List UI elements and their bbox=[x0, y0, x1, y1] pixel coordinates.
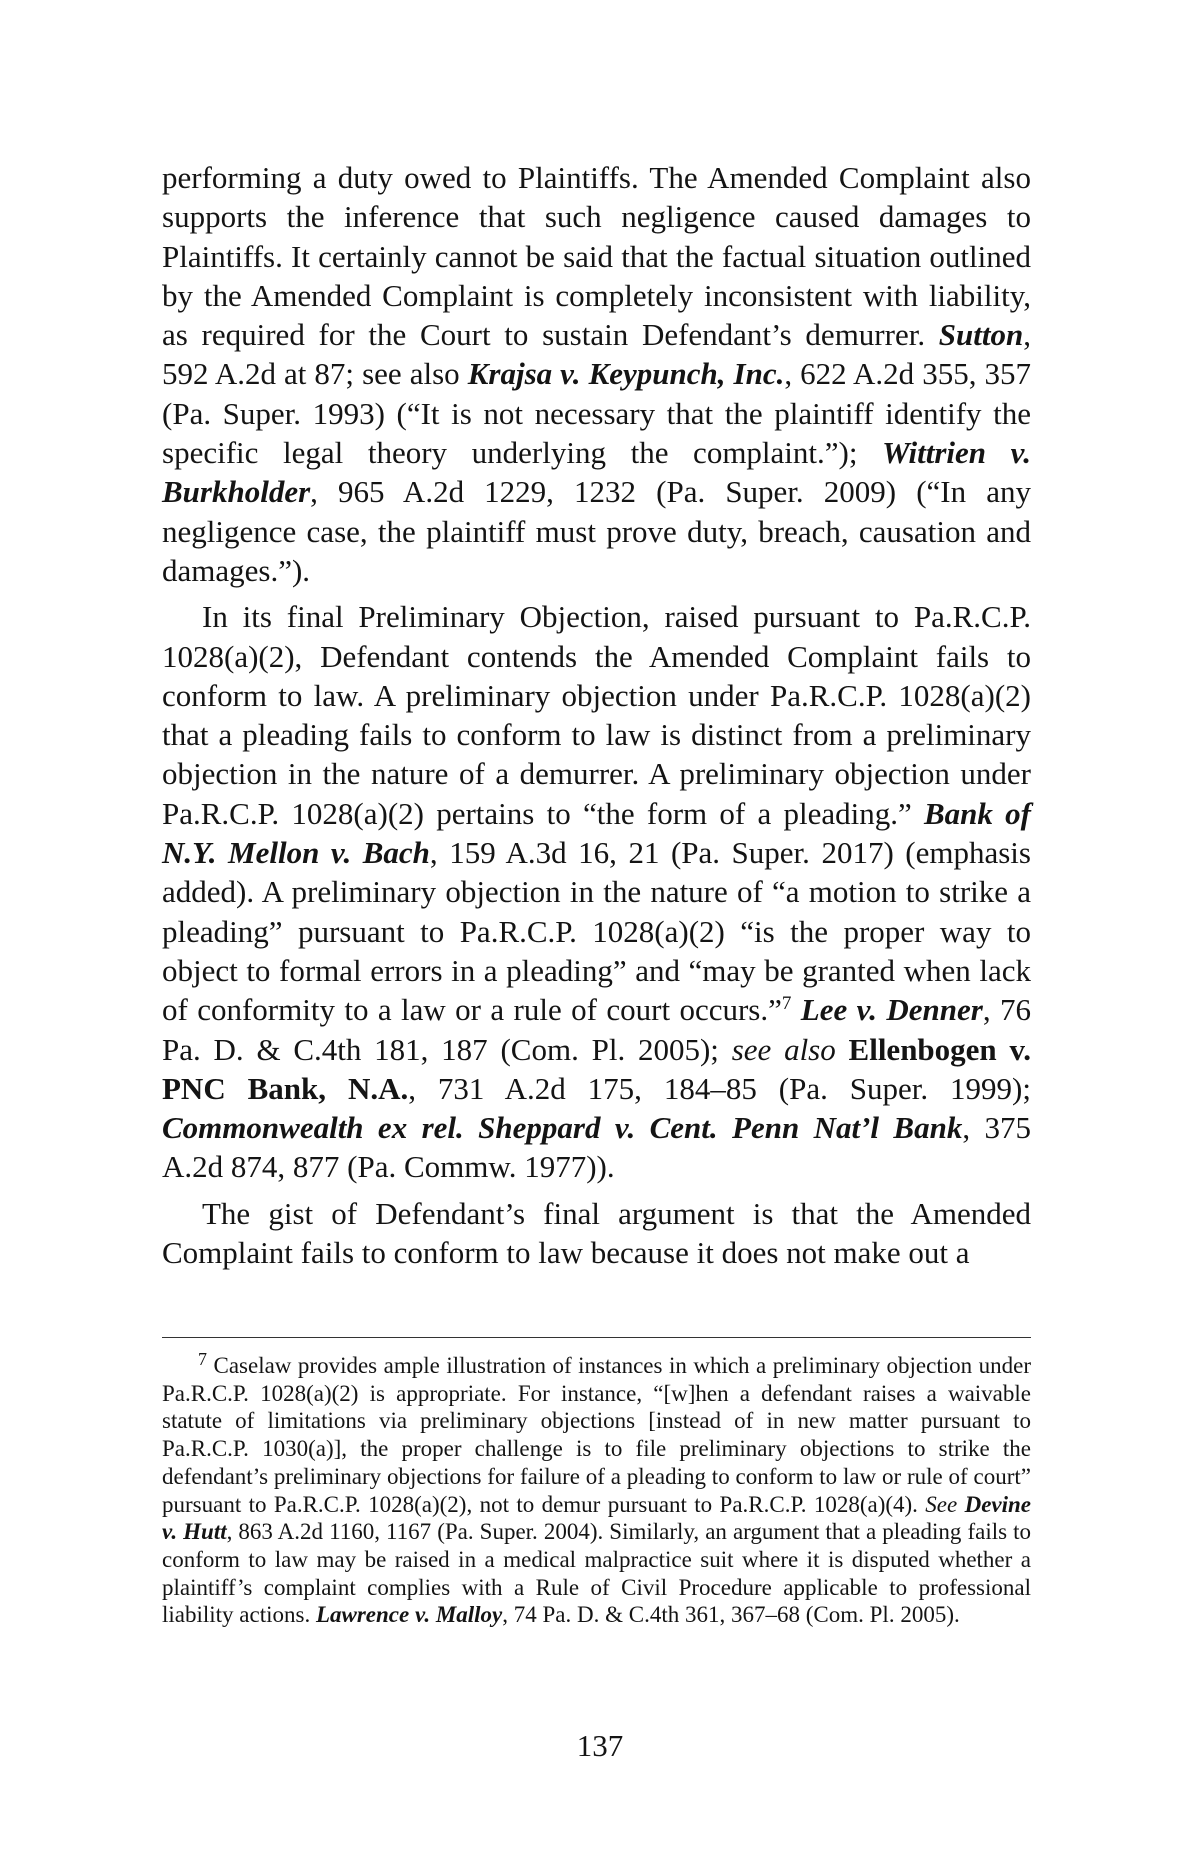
footnote-reference[interactable]: 7 bbox=[781, 993, 792, 1015]
case-citation-ellenbogen: Ellenbogen v. PNC Bank, N.A. bbox=[162, 1031, 1031, 1106]
text-run: , 592 A.2d at 87; see also bbox=[162, 317, 1031, 392]
footnote-divider bbox=[162, 1337, 1031, 1338]
case-citation-sutton: Sutton bbox=[938, 317, 1024, 353]
text-run: , 375 A.2d 874, 877 (Pa. Commw. 1977)). bbox=[162, 1110, 1031, 1185]
text-run: , 965 A.2d 1229, 1232 (Pa. Super. 2009) (“In any negligence case, the plaintiff must prove duty, breach, causation and damages.”). bbox=[162, 474, 1031, 588]
text-run: The gist of Defendant’s final argument is that the Amended Complaint fails to conform to law because it does not make out a bbox=[162, 1195, 1031, 1271]
footnote-7 bbox=[162, 1349, 1032, 1629]
signal-see: See bbox=[925, 1491, 958, 1517]
paragraph-2 bbox=[162, 597, 1031, 1186]
footnotes-section bbox=[162, 1337, 1031, 1629]
case-citation-krajsa: Krajsa v. Keypunch, Inc. bbox=[467, 356, 785, 392]
body-text bbox=[162, 158, 1031, 1272]
paragraph-1 bbox=[162, 158, 1031, 590]
case-citation-bank-of-ny: Bank of N.Y. Mellon v. Bach bbox=[162, 795, 1031, 871]
case-citation-wittrien: Wittrien v. Burkholder bbox=[162, 435, 1031, 510]
text-run: , 731 A.2d 175, 184–85 (Pa. Super. 1999); bbox=[408, 1070, 1031, 1106]
text-run: performing a duty owed to Plaintiffs. The Amended Complaint also supports the inference that such negligence caused damages to Plaintiffs. It certainly cannot be said that the factual situation outlined by the Amended Complaint is completely inconsistent with liability, as required for the Court to sustain Defendant’s demurrer. bbox=[162, 160, 1031, 353]
page-number: 137 bbox=[576, 1728, 624, 1763]
paragraph-3 bbox=[162, 1194, 1031, 1273]
text-run: , 863 A.2d 1160, 1167 (Pa. Super. 2004). Similarly, an argument that a pleading fails to conform to law may be raised in a medical malpractice suit where it is disputed whether a plaintiff’s complaint complies with a Rule of Civil Procedure applicable to professional liability actions. bbox=[162, 1519, 1031, 1628]
case-citation-devine: Devine v. Hutt bbox=[162, 1491, 1032, 1545]
text-run: In its final Preliminary Objection, raised pursuant to Pa.R.C.P. 1028(a)(2), Defendant contends the Amended Complaint fails to conform to law. A preliminary objection under Pa.R.C.P. 1028(a)(2) that a pleading fails to conform to law is distinct from a preliminary objection in the nature of a demurrer. A preliminary objection under Pa.R.C.P. 1028(a)(2) pertains to “the form of a pleading.” bbox=[162, 599, 1031, 831]
text-run: , 159 A.3d 16, 21 (Pa. Super. 2017) (emphasis added). A preliminary objection in the nature of “a motion to strike a pleading” pursuant to Pa.R.C.P. 1028(a)(2) “is the proper way to object to formal errors in a pleading” and “may be granted when lack of conformity to a law or a rule of court occurs.” bbox=[162, 835, 1031, 1028]
text-run: , 622 A.2d 355, 357 (Pa. Super. 1993) (“It is not necessary that the plaintiff identify the specific legal theory underlying the complaint.”); bbox=[162, 356, 1031, 471]
text-run: , 74 Pa. D. & C.4th 361, 367–68 (Com. Pl. 2005). bbox=[502, 1602, 960, 1628]
signal-see-also: see also bbox=[731, 1031, 836, 1067]
text-run: , 76 Pa. D. & C.4th 181, 187 (Com. Pl. 2005); bbox=[162, 992, 1032, 1067]
footnote-marker: 7 bbox=[198, 1349, 207, 1369]
case-citation-commonwealth: Commonwealth ex rel. Sheppard v. Cent. Penn Nat’l Bank bbox=[162, 1110, 963, 1146]
case-citation-lee: Lee v. Denner bbox=[791, 992, 983, 1028]
text-run: Caselaw provides ample illustration of instances in which a preliminary objection under Pa.R.C.P. 1028(a)(2) is appropriate. For instance, “[w]hen a defendant raises a waivable statute of limitations via preliminary objections [instead of in new matter pursuant to Pa.R.C.P. 1030(a)], the proper challenge is to file preliminary objections to strike the defendant’s preliminary objections for failure of a pleading to conform to law or rule of court” pursuant to Pa.R.C.P. 1028(a)(2), not to demur pursuant to Pa.R.C.P. 1028(a)(4). bbox=[162, 1353, 1031, 1517]
case-citation-lawrence: Lawrence v. Malloy bbox=[315, 1602, 503, 1628]
